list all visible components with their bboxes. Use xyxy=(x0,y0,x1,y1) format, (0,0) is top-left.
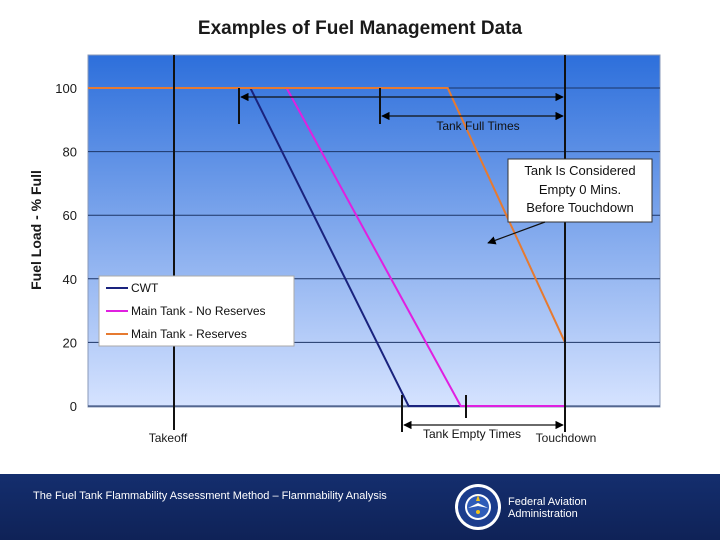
legend-label-cwt: CWT xyxy=(131,281,159,295)
y-tick-label-0: 0 xyxy=(69,399,77,414)
legend-label-main-no-reserves: Main Tank - No Reserves xyxy=(131,304,266,318)
faa-seal-icon xyxy=(454,483,502,531)
y-tick-label-60: 60 xyxy=(62,208,77,224)
tank-full-times-label: Tank Full Times xyxy=(436,119,520,133)
takeoff-label: Takeoff xyxy=(148,431,188,445)
callout-line-3: Before Touchdown xyxy=(526,200,634,215)
legend-label-main-reserves: Main Tank - Reserves xyxy=(131,327,247,341)
footer-text: The Fuel Tank Flammability Assessment Method – Flammability Analysis xyxy=(33,490,387,502)
y-tick-labels xyxy=(55,81,77,414)
callout-line-1: Tank Is Considered xyxy=(524,163,636,178)
y-tick-label-100: 100 xyxy=(55,81,77,96)
callout-line-2: Empty 0 Mins. xyxy=(538,182,622,197)
agency-name xyxy=(508,496,587,520)
y-tick-label-80: 80 xyxy=(62,144,77,160)
touchdown-label: Touchdown xyxy=(535,431,597,445)
agency-name-line-1: Federal Aviation xyxy=(508,496,587,508)
tank-empty-times-label: Tank Empty Times xyxy=(422,427,522,441)
y-tick-label-20: 20 xyxy=(62,335,77,351)
agency-name-line-2: Administration xyxy=(508,508,578,520)
y-axis-label: Fuel Load - % Full xyxy=(28,170,44,290)
chart-title: Examples of Fuel Management Data xyxy=(197,18,523,39)
y-tick-label-40: 40 xyxy=(62,271,77,287)
footer-bar xyxy=(0,474,720,540)
